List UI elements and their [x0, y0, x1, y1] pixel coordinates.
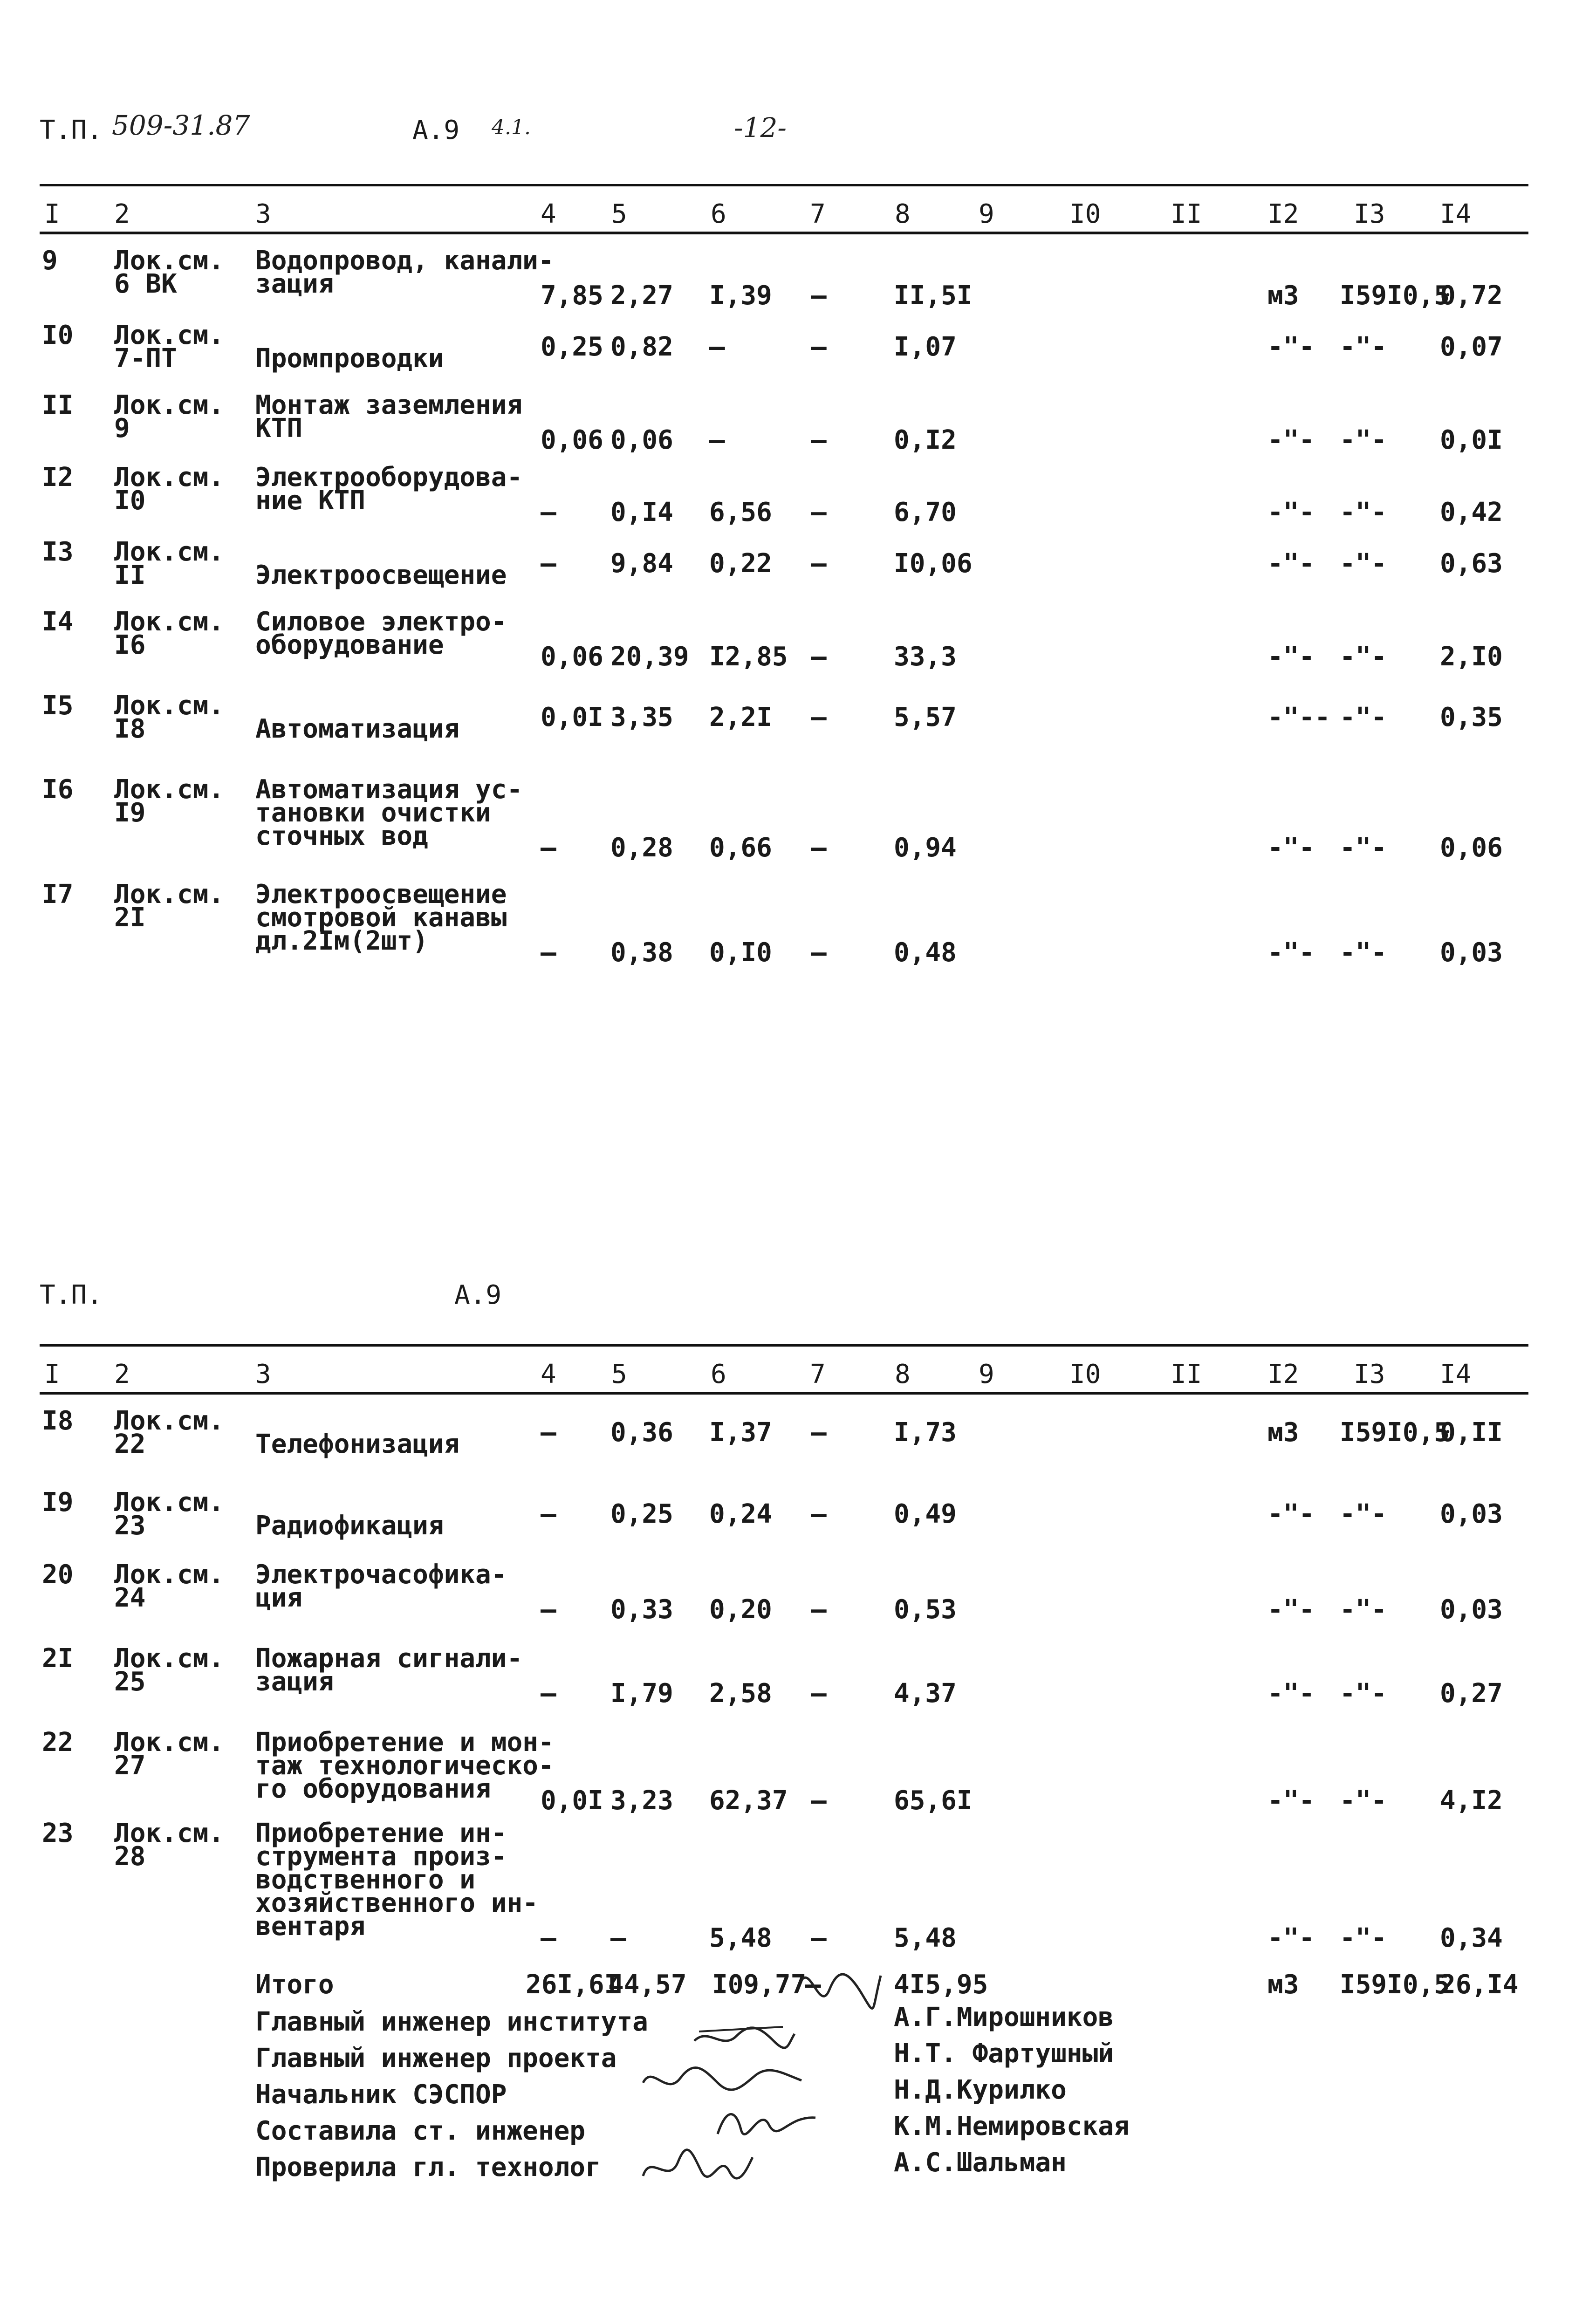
col-12-unit: -"-	[1267, 1499, 1315, 1529]
col-4-value: –	[541, 1678, 556, 1709]
column-header-12: I2	[1267, 199, 1299, 229]
col-8-value: II,5I	[894, 280, 973, 311]
col-14-value: 0,35	[1440, 702, 1503, 732]
col-6-value: 0,66	[709, 833, 772, 863]
col-7-value: –	[811, 497, 827, 527]
col-5-value: 9,84	[610, 548, 673, 579]
work-name: Электрооборудова- ние КТП	[255, 462, 523, 516]
col-7-value: –	[811, 425, 827, 455]
col-13-value: -"-	[1340, 937, 1387, 968]
col-14-value: 0,34	[1440, 1923, 1503, 1953]
col-8-value: 0,I2	[894, 425, 957, 455]
col-4-value: –	[541, 497, 556, 527]
column-header-11: II	[1171, 199, 1202, 229]
col-8-value: 5,48	[894, 1923, 957, 1953]
col-5-value: 2,27	[610, 280, 673, 311]
col-12-unit: -"-	[1267, 332, 1315, 362]
doc-reference: Лок.см. I9	[114, 774, 225, 828]
column-header-7: 7	[810, 199, 826, 229]
signatory-name: Н.Д.Курилко	[894, 2075, 1067, 2105]
col-5-value: 20,39	[610, 642, 689, 672]
col-4-value: –	[541, 1499, 556, 1529]
column-header-8: 8	[895, 199, 911, 229]
col-4-value: 0,06	[541, 642, 603, 672]
row-number: I9	[42, 1487, 74, 1518]
signatory-name: А.С.Шальман	[894, 2148, 1067, 2178]
col-14-value: 4,I2	[1440, 1785, 1503, 1816]
doc-reference: Лок.см. I0	[114, 462, 225, 516]
total-col-5: 44,57	[608, 1970, 687, 2000]
signature-role: Начальник СЭСПОР	[255, 2079, 507, 2110]
col-7-value: –	[811, 548, 827, 579]
col-14-value: 0,0I	[1440, 425, 1503, 455]
tp-label: Т.П.	[40, 1280, 103, 1310]
signatory-name: Н.Т. Фартушный	[894, 2038, 1114, 2069]
column-header-2: 2	[114, 1359, 130, 1389]
col-6-value: 0,24	[709, 1499, 772, 1529]
col-13-value: -"-	[1340, 497, 1387, 527]
work-name: Автоматизация ус- тановки очистки сточных вод	[255, 774, 523, 851]
col-13-value: -"-	[1340, 1594, 1387, 1625]
work-name: Электроосвещение смотровой канавы дл.2Iм(2шт)	[255, 879, 507, 956]
col-5-value: 0,36	[610, 1417, 673, 1448]
col-12-unit: -"-	[1267, 1678, 1315, 1709]
work-name: Электрочасофика- ция	[255, 1560, 507, 1613]
column-header-11: II	[1171, 1359, 1202, 1389]
col-13-value: -"-	[1340, 642, 1387, 672]
work-name: Приобретение ин- струмента произ- водственного и хозяйственного ин- вентаря	[255, 1818, 538, 1942]
row-number: I2	[42, 462, 74, 492]
doc-reference: Лок.см. 27	[114, 1727, 225, 1781]
col-6-value: –	[709, 332, 725, 362]
col-12-unit: м3	[1267, 1417, 1299, 1448]
col-7-value: –	[811, 702, 827, 732]
column-header-5: 5	[611, 1359, 627, 1389]
total-col-7: –	[805, 1970, 821, 2000]
row-number: 20	[42, 1560, 74, 1590]
column-header-12: I2	[1267, 1359, 1299, 1389]
doc-reference: Лок.см. 25	[114, 1643, 225, 1697]
column-header-7: 7	[810, 1359, 826, 1389]
row-number: I6	[42, 774, 74, 805]
col-13-value: -"-	[1340, 1678, 1387, 1709]
col-13-value: -"-	[1340, 425, 1387, 455]
col-7-value: –	[811, 1678, 827, 1709]
work-name: Приобретение и мон- таж технологическо- го оборудования	[255, 1727, 554, 1804]
album-label: А.9	[454, 1280, 502, 1310]
total-col-8: 4I5,95	[894, 1970, 988, 2000]
column-header-13: I3	[1354, 199, 1385, 229]
column-header-13: I3	[1354, 1359, 1385, 1389]
row-number: I4	[42, 607, 74, 637]
col-13-value: -"-	[1340, 1785, 1387, 1816]
col-6-value: 0,22	[709, 548, 772, 579]
col-5-value: 0,33	[610, 1594, 673, 1625]
col-8-value: 0,48	[894, 937, 957, 968]
col-8-value: I,73	[894, 1417, 957, 1448]
row-number: I0	[42, 320, 74, 350]
col-12-unit: -"-	[1267, 497, 1315, 527]
signature-role: Проверила гл. технолог	[255, 2152, 601, 2182]
column-header-1: I	[44, 1359, 60, 1389]
work-name: Телефонизация	[255, 1429, 460, 1459]
col-5-value: 0,06	[610, 425, 673, 455]
col-7-value: –	[811, 332, 827, 362]
signature-role: Главный инженер института	[255, 2007, 648, 2037]
col-13-value: -"-	[1340, 833, 1387, 863]
col-8-value: 4,37	[894, 1678, 957, 1709]
column-header-4: 4	[541, 199, 556, 229]
col-6-value: 0,I0	[709, 937, 772, 968]
doc-reference: Лок.см. 7-ПТ	[114, 320, 225, 374]
col-4-value: –	[541, 1923, 556, 1953]
header-bottom-rule	[40, 232, 1528, 234]
doc-reference: Лок.см. 6 ВК	[114, 246, 225, 299]
col-5-value: 0,28	[610, 833, 673, 863]
work-name: Автоматизация	[255, 714, 460, 744]
col-12-unit: -"-	[1267, 548, 1315, 579]
col-14-value: 0,03	[1440, 937, 1503, 968]
column-header-5: 5	[611, 199, 627, 229]
column-header-3: 3	[255, 199, 271, 229]
doc-reference: Лок.см. 24	[114, 1560, 225, 1613]
signatory-name: А.Г.Мирошников	[894, 2002, 1114, 2032]
doc-reference: Лок.см. 9	[114, 390, 225, 444]
doc-reference: Лок.см. 23	[114, 1487, 225, 1541]
col-6-value: 6,56	[709, 497, 772, 527]
col-8-value: 0,49	[894, 1499, 957, 1529]
column-header-row	[0, 1361, 1596, 1389]
col-13-value: -"-	[1340, 332, 1387, 362]
column-header-1: I	[44, 199, 60, 229]
signature-scribble-institute	[792, 1962, 885, 2022]
col-7-value: –	[811, 937, 827, 968]
column-header-4: 4	[541, 1359, 556, 1389]
total-col-14: 26,I4	[1440, 1970, 1519, 2000]
doc-reference: Лок.см. I8	[114, 691, 225, 744]
col-13-value: -"-	[1340, 548, 1387, 579]
col-12-unit: -"-	[1267, 1594, 1315, 1625]
row-number: II	[42, 390, 74, 420]
column-header-14: I4	[1440, 1359, 1472, 1389]
col-14-value: 0,06	[1440, 833, 1503, 863]
col-12-unit: -"-	[1267, 937, 1315, 968]
row-number: 9	[42, 246, 58, 276]
row-number: 22	[42, 1727, 74, 1758]
work-name: Промпроводки	[255, 343, 444, 374]
album-note-handwritten: 4.1.	[492, 116, 531, 139]
col-8-value: I,07	[894, 332, 957, 362]
col-5-value: 0,38	[610, 937, 673, 968]
doc-reference: Лок.см. II	[114, 537, 225, 590]
work-name: Радиофикация	[255, 1511, 444, 1541]
page-number: -12-	[734, 112, 787, 144]
col-4-value: –	[541, 833, 556, 863]
col-8-value: 0,94	[894, 833, 957, 863]
col-6-value: I,37	[709, 1417, 772, 1448]
column-header-6: 6	[711, 1359, 726, 1389]
col-6-value: 0,20	[709, 1594, 772, 1625]
col-5-value: 0,25	[610, 1499, 673, 1529]
col-7-value: –	[811, 1785, 827, 1816]
col-12-unit: -"-	[1267, 425, 1315, 455]
doc-reference: Лок.см. 28	[114, 1818, 225, 1872]
col-8-value: 5,57	[894, 702, 957, 732]
col-7-value: –	[811, 642, 827, 672]
column-header-6: 6	[711, 199, 726, 229]
col-5-value: 3,35	[610, 702, 673, 732]
total-col-6: I09,77	[712, 1970, 807, 2000]
col-14-value: 0,72	[1440, 280, 1503, 311]
col-7-value: –	[811, 1594, 827, 1625]
album-label: А.9	[412, 115, 460, 145]
signature-scribble-sespor	[638, 2055, 806, 2101]
header-bottom-rule	[40, 1392, 1528, 1395]
doc-reference: Лок.см. I6	[114, 607, 225, 660]
column-header-9: 9	[979, 199, 994, 229]
col-5-value: I,79	[610, 1678, 673, 1709]
col-13-value: -"-	[1340, 1923, 1387, 1953]
col-14-value: 2,I0	[1440, 642, 1503, 672]
col-13-value: I59I0,5	[1340, 280, 1450, 311]
col-4-value: –	[541, 937, 556, 968]
table-top-rule	[40, 1344, 1528, 1347]
col-6-value: 62,37	[709, 1785, 788, 1816]
work-name: Водопровод, канали- зация	[255, 246, 554, 299]
col-4-value: 0,25	[541, 332, 603, 362]
col-14-value: 0,63	[1440, 548, 1503, 579]
col-14-value: 0,42	[1440, 497, 1503, 527]
work-name: Электроосвещение	[255, 560, 507, 590]
total-label: Итого	[255, 1970, 334, 2000]
col-6-value: I2,85	[709, 642, 788, 672]
signature-role: Главный инженер проекта	[255, 2043, 617, 2073]
col-14-value: 0,03	[1440, 1499, 1503, 1529]
col-8-value: 65,6I	[894, 1785, 973, 1816]
work-name: Пожарная сигнали- зация	[255, 1643, 523, 1697]
row-number: 23	[42, 1818, 74, 1848]
col-7-value: –	[811, 1499, 827, 1529]
column-header-10: I0	[1069, 1359, 1101, 1389]
col-7-value: –	[811, 1417, 827, 1448]
col-6-value: I,39	[709, 280, 772, 311]
col-6-value: 2,2I	[709, 702, 772, 732]
col-5-value: –	[610, 1923, 626, 1953]
tp-label: Т.П.	[40, 115, 103, 145]
row-number: I8	[42, 1406, 74, 1436]
col-13-value: -"-	[1340, 702, 1387, 732]
col-6-value: 2,58	[709, 1678, 772, 1709]
work-name: Силовое электро- оборудование	[255, 607, 507, 660]
col-8-value: 0,53	[894, 1594, 957, 1625]
col-4-value: 0,0I	[541, 702, 603, 732]
col-4-value: 0,0I	[541, 1785, 603, 1816]
signature-role: Составила ст. инженер	[255, 2116, 586, 2146]
col-14-value: 0,II	[1440, 1417, 1503, 1448]
col-14-value: 0,07	[1440, 332, 1503, 362]
col-12-unit: -"-	[1267, 642, 1315, 672]
column-header-2: 2	[114, 199, 130, 229]
col-6-value: –	[709, 425, 725, 455]
col-13-value: -"-	[1340, 1499, 1387, 1529]
col-6-value: 5,48	[709, 1923, 772, 1953]
doc-reference: Лок.см. 2I	[114, 879, 225, 933]
signatory-name: К.М.Немировская	[894, 2111, 1130, 2141]
col-12-unit: -"-	[1267, 1923, 1315, 1953]
doc-reference: Лок.см. 22	[114, 1406, 225, 1459]
work-name: Монтаж заземления КТП	[255, 390, 523, 444]
table-top-rule	[40, 184, 1528, 186]
row-number: I5	[42, 691, 74, 721]
col-12-unit: -"-	[1267, 833, 1315, 863]
col-12-unit: -"--	[1267, 702, 1330, 732]
col-4-value: 0,06	[541, 425, 603, 455]
col-5-value: 0,I4	[610, 497, 673, 527]
signature-scribble-project	[690, 2018, 797, 2059]
col-13-value: I59I0,5	[1340, 1417, 1450, 1448]
tp-number-handwritten: 509-31.87	[112, 109, 250, 141]
signature-scribble-technologist	[636, 2139, 757, 2195]
column-header-14: I4	[1440, 199, 1472, 229]
row-number: I7	[42, 879, 74, 910]
col-4-value: 7,85	[541, 280, 603, 311]
col-8-value: 33,3	[894, 642, 957, 672]
column-header-10: I0	[1069, 199, 1101, 229]
col-8-value: 6,70	[894, 497, 957, 527]
total-col-13: I59I0,5	[1340, 1970, 1450, 2000]
col-14-value: 0,03	[1440, 1594, 1503, 1625]
total-col-4: 26I,6I	[526, 1970, 620, 2000]
col-12-unit: -"-	[1267, 1785, 1315, 1816]
column-header-3: 3	[255, 1359, 271, 1389]
col-4-value: –	[541, 548, 556, 579]
column-header-9: 9	[979, 1359, 994, 1389]
column-header-row	[0, 201, 1596, 229]
col-7-value: –	[811, 280, 827, 311]
col-7-value: –	[811, 833, 827, 863]
col-12-unit: м3	[1267, 280, 1299, 311]
col-4-value: –	[541, 1594, 556, 1625]
col-14-value: 0,27	[1440, 1678, 1503, 1709]
row-number: I3	[42, 537, 74, 567]
total-col-12: м3	[1267, 1970, 1299, 2000]
col-4-value: –	[541, 1417, 556, 1448]
col-5-value: 0,82	[610, 332, 673, 362]
col-8-value: I0,06	[894, 548, 973, 579]
column-header-8: 8	[895, 1359, 911, 1389]
col-7-value: –	[811, 1923, 827, 1953]
col-5-value: 3,23	[610, 1785, 673, 1816]
row-number: 2I	[42, 1643, 74, 1674]
